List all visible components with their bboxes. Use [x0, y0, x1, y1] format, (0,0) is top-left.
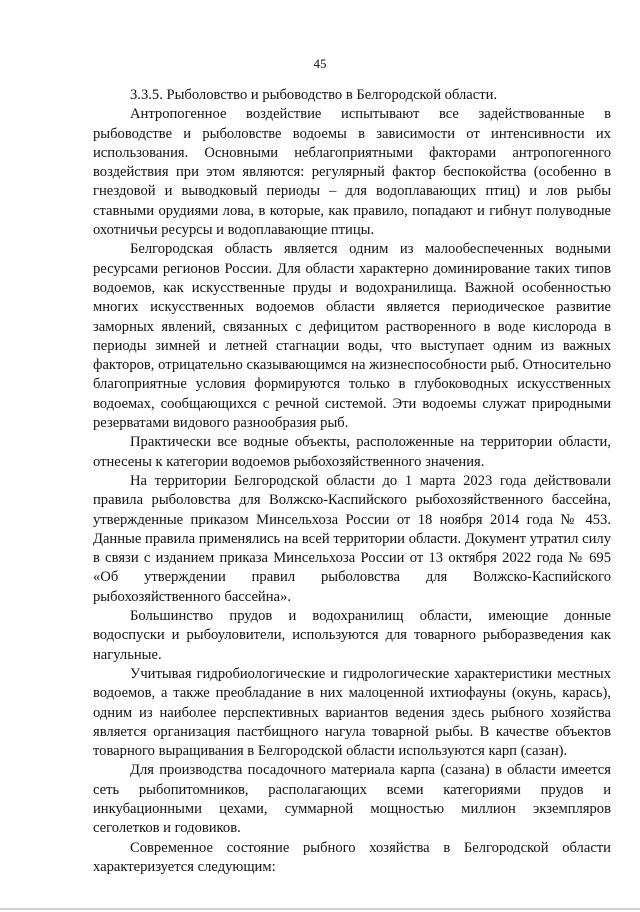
paragraph-pasture-feeding: Учитывая гидробиологические и гидрологические характеристики местных водоемов, а также преобладание в них малоценной ихтиофауны (окунь, карась), одним из наиболее перспективных вариантов ведения здесь рыбного хозяйства является организация пастбищного нагула товарной рыбы. В качестве объектов товарного выращивания в Белгородской области используются карп (сазан). — [93, 665, 611, 760]
paragraph-fish-nurseries: Для производства посадочного материала карпа (сазана) в области имеется сеть рыбопитомников, располагающих всеми категориями прудов и инкубационными цехами, суммарной мощностью миллион экземпляров сеголетков и годовиков. — [93, 762, 611, 837]
scan-bottom-edge — [0, 908, 640, 910]
paragraph-anthropogenic-impact: Антропогенное воздействие испытывают все задействованные в рыбоводстве и рыболовстве водоемы в зависимости от интенсивности их использования. Основными неблагоприятными факторами антропогенного воздействия при этом являются: регулярный фактор беспокойства (особенно в гнездовой и выводковый периоды – для водоплавающих птиц) и лов рыбы ставными орудиями лова, в которые, как правило, попадают и гибнут полуводные охотничьи ресурсы и водоплавающие птицы. — [93, 106, 611, 239]
paragraph-current-state: Современное состояние рыбного хозяйства в Белгородской области характеризуется следующим: — [93, 839, 611, 875]
paragraph-water-resources: Белгородская область является одним из малообеспеченных водными ресурсами регионов России. Для области характерно доминирование таких типов водоемов, как искусственные пруды и водохранилища. Важной особенностью многих искусственных водоемов области является периодическое развитие заморных явлений, связанных с дефицитом растворенного в воде кислорода в периоды зимней и летней стагнации воды, что выступает одним из важных факторов, отрицательно сказывающимся на жизнеспособности рыб. Относительно благоприятные условия формируются только в глубоководных искусственных водоемах, сообщающихся с речной системой. Эти водоемы служат природными резерватами видового разнообразия рыб. — [93, 241, 611, 432]
paragraph-fishery-category: Практически все водные объекты, расположенные на территории области, отнесены к категории водоемов рыбохозяйственного значения. — [93, 434, 611, 470]
document-body — [93, 86, 611, 877]
page-number: 45 — [313, 56, 327, 71]
paragraph-ponds-usage: Большинство прудов и водохранилищ области, имеющие донные водоспуски и рыбоуловители, используются для товарного рыборазведения как нагульные. — [93, 608, 611, 663]
section-heading: 3.3.5. Рыболовство и рыбоводство в Белгородской области. — [130, 87, 498, 103]
paragraph-fishing-rules: На территории Белгородской области до 1 марта 2023 года действовали правила рыболовства для Волжско-Каспийского рыбохозяйственного бассейна, утвержденные приказом Минсельхоза России от 18 ноября 2014 года № 453. Данные правила применялись на всей территории области. Документ утратил силу в связи с изданием приказа Минсельхоза России от 13 октября 2022 года № 695 «Об утверждении правил рыболовства для Волжско-Каспийского рыбохозяйственного бассейна». — [93, 472, 611, 605]
